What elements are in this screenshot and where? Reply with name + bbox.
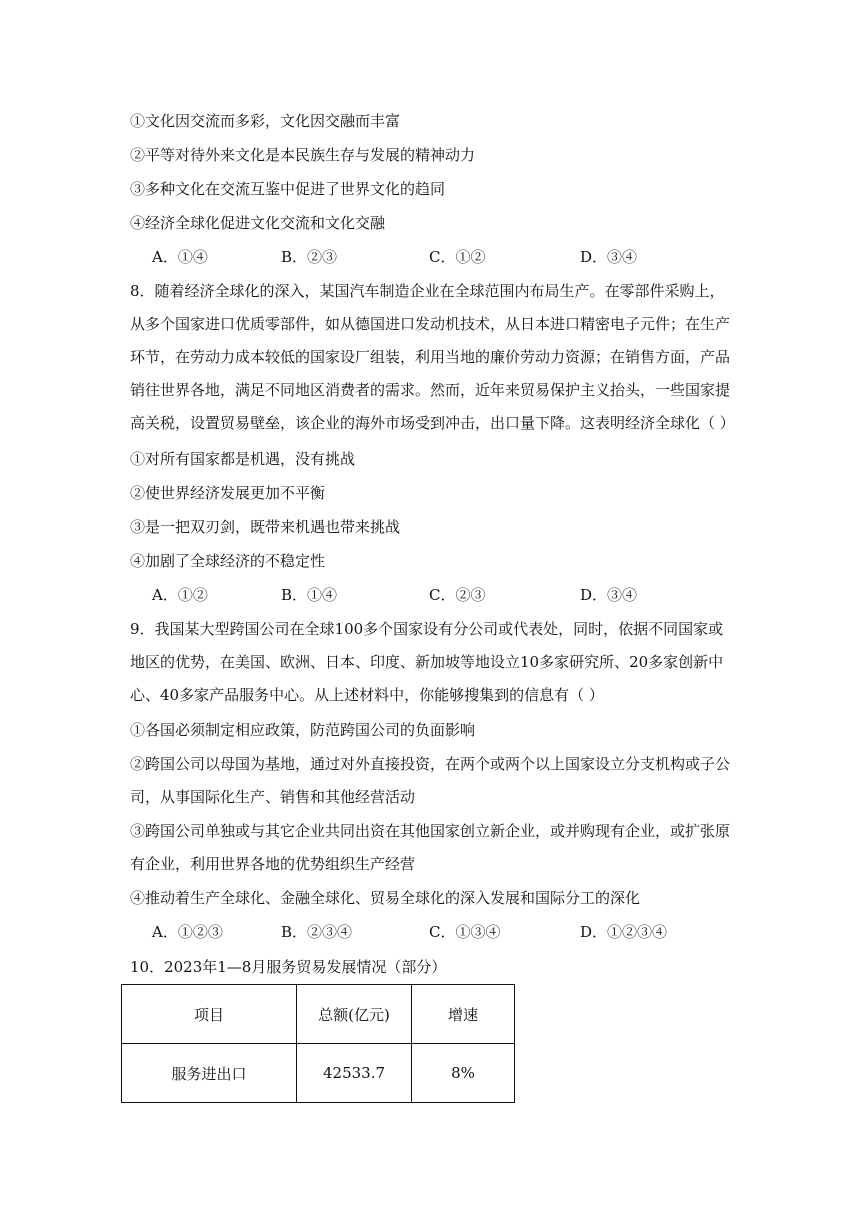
table-header-cell: 增速 [412,985,515,1044]
q8-stem-line-2: 从多个国家进口优质零部件，如从德国进口发动机技术，从日本进口精密电子元件；在生产 [130,315,731,333]
q8-statement-1: ①对所有国家都是机遇，没有挑战 [130,450,356,468]
q9-stem-line-2: 地区的优势，在美国、欧洲、日本、印度、新加坡等地设立10多家研究所、20多家创新中 [130,653,724,671]
q7-statement-4: ④经济全球化促进文化交流和文化交融 [130,214,386,232]
q9-statement-2b: 司，从事国际化生产、销售和其他经营活动 [130,788,416,806]
q9-choice-a: A．①②③ [152,923,223,941]
q7-choice-d: D．③④ [580,248,638,266]
table-cell: 8% [412,1044,515,1103]
q8-statement-3: ③是一把双刃剑，既带来机遇也带来挑战 [130,518,401,536]
q8-statement-4: ④加剧了全球经济的不稳定性 [130,552,326,570]
q8-choice-c: C．②③ [429,586,486,604]
table-header-row [122,985,515,1044]
q7-statement-3: ③多种文化在交流互鉴中促进了世界文化的趋同 [130,180,446,198]
q9-choice-b: B．②③④ [281,923,353,941]
table-header-cell: 项目 [122,985,297,1044]
q8-stem-line-3: 环节，在劳动力成本较低的国家设厂组装，利用当地的廉价劳动力资源；在销售方面，产品 [130,348,731,366]
q9-stem-line-3: 心、40多家产品服务中心。从上述材料中，你能够搜集到的信息有（ ） [130,686,604,704]
q8-stem-line-4: 销往世界各地，满足不同地区消费者的需求。然而，近年来贸易保护主义抬头，一些国家提 [130,381,731,399]
q8-choice-b: B．①④ [281,586,338,604]
q8-stem-line-1: 8．随着经济全球化的深入，某国汽车制造企业在全球范围内布局生产。在零部件采购上， [130,282,725,300]
q8-statement-2: ②使世界经济发展更加不平衡 [130,484,326,502]
table-row [122,1044,515,1103]
q7-choice-b: B．②③ [281,248,338,266]
q9-choice-d: D．①②③④ [580,923,668,941]
q9-statement-2a: ②跨国公司以母国为基地，通过对外直接投资，在两个或两个以上国家设立分支机构或子公 [130,755,731,773]
q9-statement-3b: 有企业，利用世界各地的优势组织生产经营 [130,855,416,873]
q8-stem-line-5: 高关税，设置贸易壁垒，该企业的海外市场受到冲击，出口量下降。这表明经济全球化（ ） [130,414,735,432]
q9-statement-4: ④推动着生产全球化、金融全球化、贸易全球化的深入发展和国际分工的深化 [130,889,641,907]
service-trade-table [121,984,515,1103]
q10-title: 10．2023年1—8月服务贸易发展情况（部分） [130,958,447,976]
table-header-cell: 总额(亿元) [297,985,412,1044]
q9-choice-c: C．①③④ [429,923,501,941]
q7-statement-2: ②平等对待外来文化是本民族生存与发展的精神动力 [130,146,476,164]
q9-statement-3a: ③跨国公司单独或与其它企业共同出资在其他国家创立新企业，或并购现有企业，或扩张原 [130,822,731,840]
q9-statement-1: ①各国必须制定相应政策，防范跨国公司的负面影响 [130,721,476,739]
q8-choice-a: A．①② [152,586,208,604]
q7-statement-1: ①文化因交流而多彩，文化因交融而丰富 [130,112,401,130]
q8-choice-d: D．③④ [580,586,638,604]
table-cell: 42533.7 [297,1044,412,1103]
q7-choice-a: A．①④ [152,248,208,266]
q7-choice-c: C．①② [429,248,486,266]
table-cell: 服务进出口 [122,1044,297,1103]
q9-stem-line-1: 9．我国某大型跨国公司在全球100多个国家设有分公司或代表处，同时，依据不同国家或 [130,620,724,638]
